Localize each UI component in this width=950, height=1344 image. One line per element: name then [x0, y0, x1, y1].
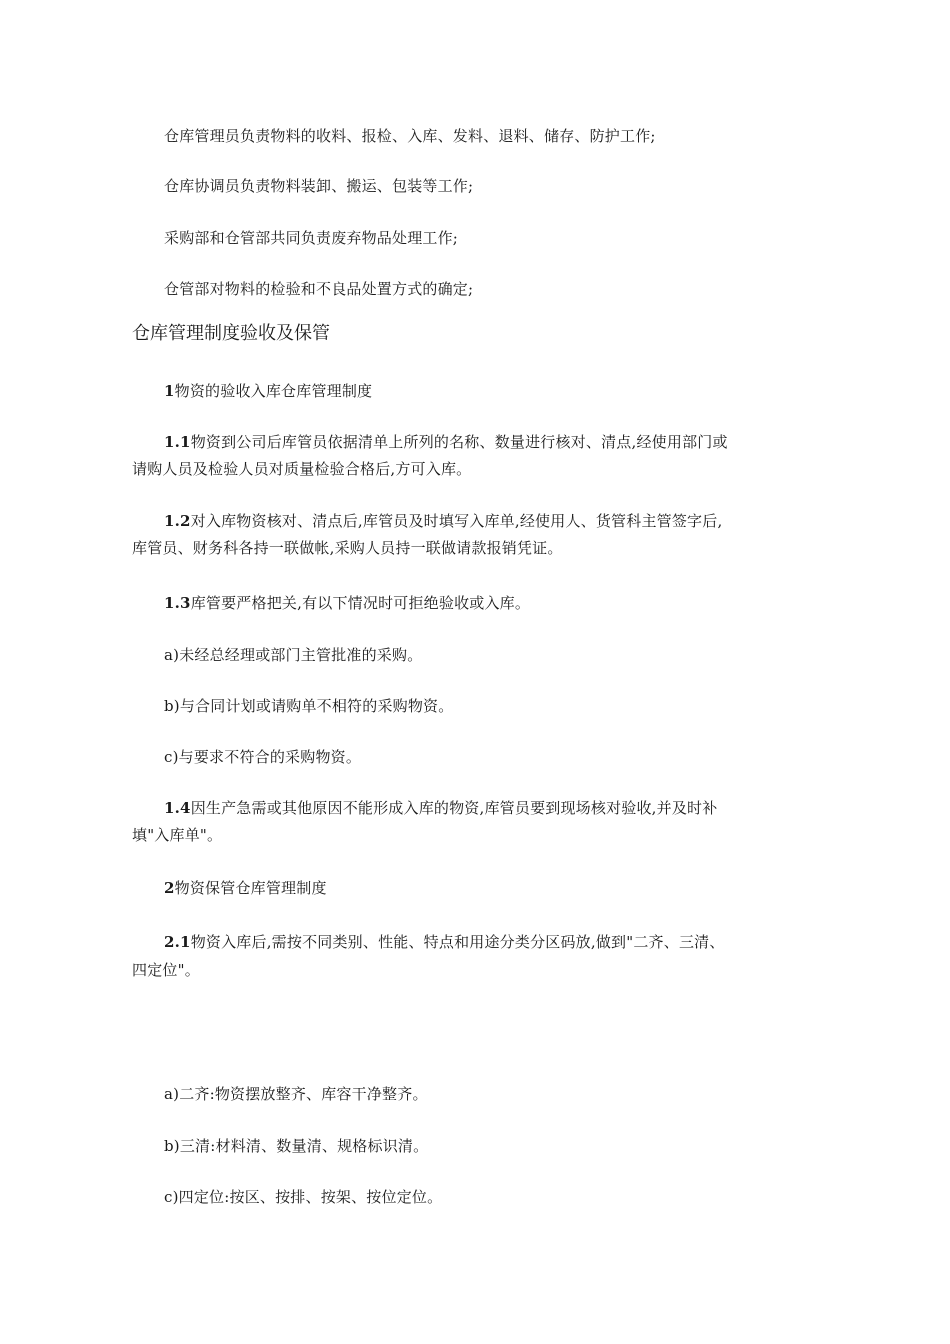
- clause-number: 1.1: [164, 433, 191, 451]
- paragraph-waste-handling: 采购部和仓管部共同负责废弃物品处理工作;: [164, 229, 459, 247]
- clause-number: 2.1: [164, 933, 191, 951]
- clause-1-4-line-2: 填"入库单"。: [132, 826, 223, 844]
- section-1-title: [164, 381, 372, 401]
- clause-text: 库管要严格把关,有以下情况时可拒绝验收或入库。: [190, 594, 531, 612]
- clause-text: 因生产急需或其他原因不能形成入库的物资,库管员要到现场核对验收,并及时补: [190, 799, 718, 817]
- clause-1-2-line-1: [164, 511, 722, 531]
- clause-2-1-item-c: c)四定位:按区、按排、按架、按位定位。: [164, 1188, 443, 1206]
- clause-1-3-item-b: b)与合同计划或请购单不相符的采购物资。: [164, 697, 454, 715]
- section-2-title: [164, 878, 327, 898]
- section-title-text: 物资保管仓库管理制度: [174, 879, 327, 897]
- clause-text: 对入库物资核对、清点后,库管员及时填写入库单,经使用人、货管科主管签字后,: [190, 512, 723, 530]
- clause-2-1-line-2: 四定位"。: [132, 961, 200, 979]
- clause-2-1-line-1: [164, 932, 725, 952]
- paragraph-warehouse-coordinator-duties: 仓库协调员负责物料装卸、搬运、包装等工作;: [164, 177, 474, 195]
- clause-number: 1.4: [164, 799, 191, 817]
- section-number: 2: [164, 879, 175, 897]
- clause-text: 物资入库后,需按不同类别、性能、特点和用途分类分区码放,做到"二齐、三清、: [190, 933, 725, 951]
- clause-1-2-line-2: 库管员、财务科各持一联做帐,采购人员持一联做请款报销凭证。: [132, 539, 563, 557]
- clause-text: 物资到公司后库管员依据清单上所列的名称、数量进行核对、清点,经使用部门或: [190, 433, 728, 451]
- clause-1-1-line-1: [164, 432, 728, 452]
- clause-1-3-item-c: c)与要求不符合的采购物资。: [164, 748, 362, 766]
- paragraph-inspection-rules: 仓管部对物料的检验和不良品处置方式的确定;: [164, 280, 474, 298]
- clause-number: 1.3: [164, 594, 191, 612]
- clause-1-3: [164, 593, 530, 613]
- clause-1-4-line-1: [164, 798, 717, 818]
- section-title-text: 物资的验收入库仓库管理制度: [174, 382, 373, 400]
- paragraph-warehouse-manager-duties: 仓库管理员负责物料的收料、报检、入库、发料、退料、储存、防护工作;: [164, 127, 656, 145]
- clause-1-1-line-2: 请购人员及检验人员对质量检验合格后,方可入库。: [132, 460, 472, 478]
- clause-number: 1.2: [164, 512, 191, 530]
- clause-2-1-item-a: a)二齐:物资摆放整齐、库容干净整齐。: [164, 1085, 428, 1103]
- section-number: 1: [164, 382, 175, 400]
- clause-2-1-item-b: b)三清:材料清、数量清、规格标识清。: [164, 1137, 429, 1155]
- section-heading: 仓库管理制度验收及保管: [132, 323, 330, 344]
- clause-1-3-item-a: a)未经总经理或部门主管批准的采购。: [164, 646, 423, 664]
